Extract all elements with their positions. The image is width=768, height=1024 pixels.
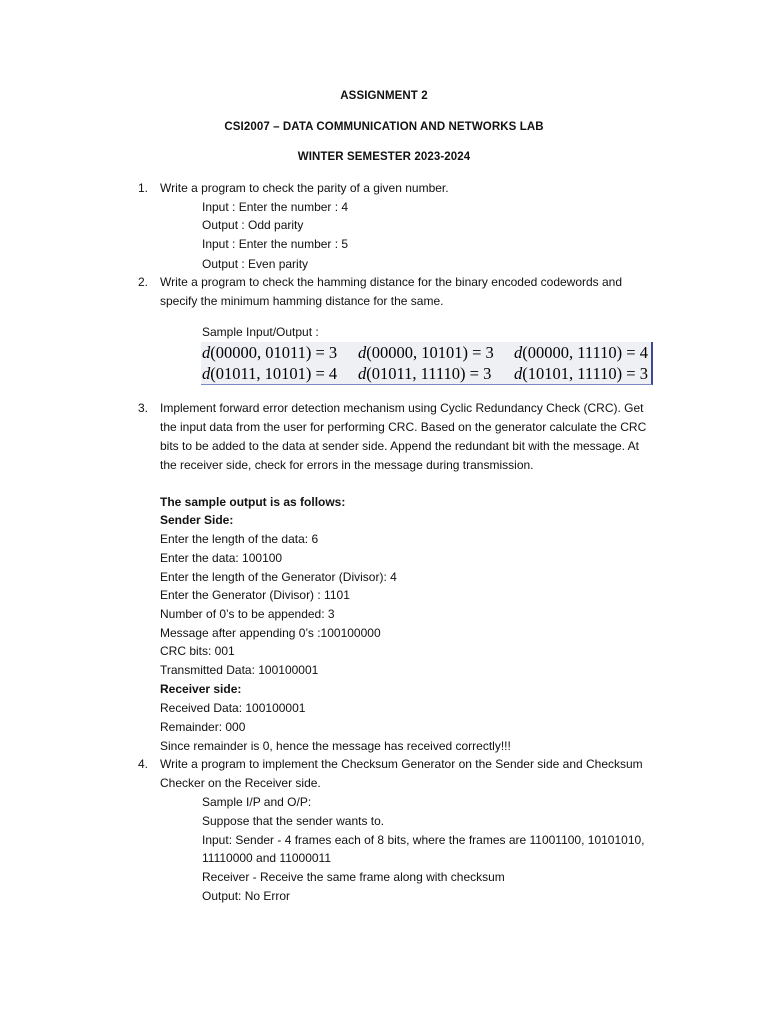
sample-line: Receiver - Receive the same frame along with checksum (202, 870, 505, 884)
sample-line: Input : Enter the number : 5 (202, 237, 349, 251)
receiver-line: Since remainder is 0, hence the message has received correctly!!! (160, 739, 511, 753)
question-text: Write a program to implement the Checksum Generator on the Sender side and Checksum (160, 757, 643, 771)
receiver-line: Received Data: 100100001 (160, 701, 306, 715)
sender-heading: Sender Side: (160, 513, 234, 527)
formula-row (201, 342, 651, 363)
question-text: the receiver side, check for errors in the message during transmission. (160, 458, 534, 472)
sample-line: Input: Sender - 4 frames each of 8 bits, where the frames are 11001100, 10101010, (202, 833, 645, 847)
question-text: bits to be added to the data at sender side. Append the redundant bit with the message. At (160, 439, 640, 453)
question-text: Write a program to check the parity of a given number. (160, 181, 449, 195)
question-number: 4. (138, 757, 149, 771)
sample-line: Output: No Error (202, 889, 291, 903)
sender-line: Transmitted Data: 100100001 (160, 663, 319, 677)
sender-line: Enter the length of the data: 6 (160, 532, 319, 546)
sender-line: Enter the Generator (Divisor) : 1101 (160, 588, 350, 602)
formula-cell: d(01011, 11110) = 3 (358, 364, 492, 383)
formula-cell: d(00000, 11110) = 4 (514, 343, 648, 362)
sample-line: 11110000 and 11000011 (202, 851, 332, 865)
sender-line: Number of 0’s to be appended: 3 (160, 607, 335, 621)
sender-line: Enter the length of the Generator (Divisor): 4 (160, 570, 397, 584)
question-number: 3. (138, 401, 149, 415)
question-text: Implement forward error detection mechanism using Cyclic Redundancy Check (CRC). Get (160, 401, 644, 415)
question-text: specify the minimum hamming distance for the same. (160, 294, 444, 308)
course-title: CSI2007 – DATA COMMUNICATION AND NETWORKS LAB (224, 121, 544, 133)
sample-line: Suppose that the sender wants to. (202, 814, 385, 828)
receiver-heading: Receiver side: (160, 682, 242, 696)
formula-row (201, 363, 651, 384)
sample-line: Output : Odd parity (202, 218, 304, 232)
sender-line: Enter the data: 100100 (160, 551, 283, 565)
question-text: the input data from the user for performing CRC. Based on the generator calculate the CRC (160, 420, 647, 434)
semester-title: WINTER SEMESTER 2023-2024 (297, 151, 471, 163)
formula-cell: d(10101, 11110) = 3 (514, 364, 648, 383)
assignment-title: ASSIGNMENT 2 (340, 90, 428, 102)
sample-line: Sample I/P and O/P: (202, 795, 312, 809)
receiver-line: Remainder: 000 (160, 720, 246, 734)
hamming-formula-image (201, 342, 653, 385)
formula-cell: d(00000, 01011) = 3 (202, 343, 338, 362)
sample-label: Sample Input/Output : (202, 325, 319, 339)
question-text: Checker on the Receiver side. (160, 776, 321, 790)
formula-cell: d(00000, 10101) = 3 (358, 343, 494, 362)
formula-cell: d(01011, 10101) = 4 (202, 364, 338, 383)
question-text: Write a program to check the hamming distance for the binary encoded codewords and (160, 275, 623, 289)
sample-heading: The sample output is as follows: (160, 495, 346, 509)
sample-line: Output : Even parity (202, 257, 309, 271)
question-number: 2. (138, 275, 149, 289)
sample-line: Input : Enter the number : 4 (202, 200, 349, 214)
question-number: 1. (138, 181, 149, 195)
sender-line: Message after appending 0’s :100100000 (160, 626, 381, 640)
sender-line: CRC bits: 001 (160, 644, 235, 658)
